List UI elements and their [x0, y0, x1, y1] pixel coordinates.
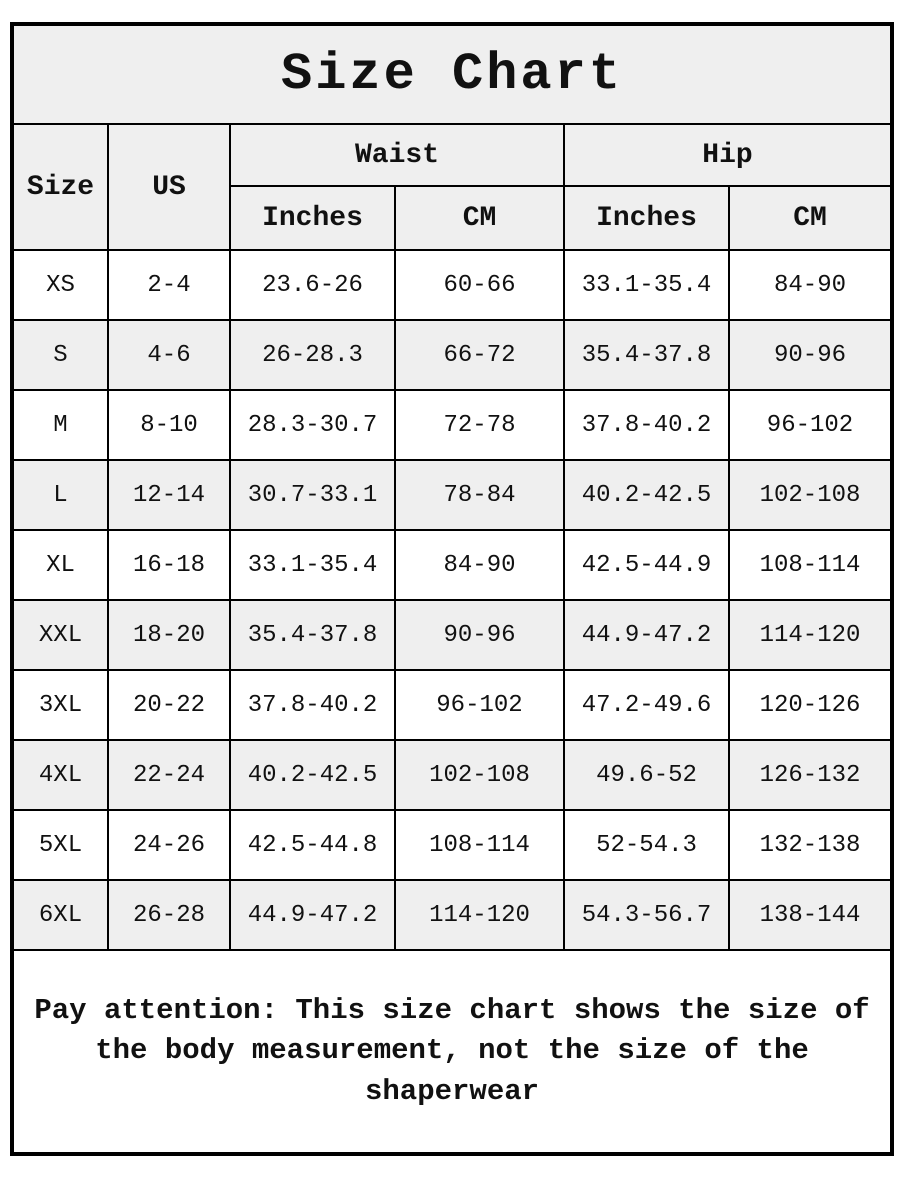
- cell-hip-cm: 84-90: [729, 250, 892, 320]
- cell-waist-cm: 108-114: [395, 810, 564, 880]
- cell-us: 2-4: [108, 250, 230, 320]
- col-header-waist-inches: Inches: [230, 186, 395, 250]
- cell-waist-inches: 44.9-47.2: [230, 880, 395, 950]
- table-row-5xl: [12, 810, 892, 880]
- cell-size: 4XL: [12, 740, 108, 810]
- cell-hip-inches: 44.9-47.2: [564, 600, 729, 670]
- title-row: [12, 24, 892, 124]
- header-row: [12, 124, 892, 186]
- table-row-xl: [12, 530, 892, 600]
- cell-size: 3XL: [12, 670, 108, 740]
- col-header-waist: Waist: [230, 124, 564, 186]
- table-row-l: [12, 460, 892, 530]
- cell-hip-cm: 108-114: [729, 530, 892, 600]
- cell-hip-inches: 47.2-49.6: [564, 670, 729, 740]
- cell-size: M: [12, 390, 108, 460]
- table-row-xs: [12, 250, 892, 320]
- cell-us: 24-26: [108, 810, 230, 880]
- table-row-3xl: [12, 670, 892, 740]
- cell-hip-inches: 49.6-52: [564, 740, 729, 810]
- cell-waist-inches: 42.5-44.8: [230, 810, 395, 880]
- cell-us: 18-20: [108, 600, 230, 670]
- cell-waist-cm: 72-78: [395, 390, 564, 460]
- cell-waist-cm: 114-120: [395, 880, 564, 950]
- cell-size: S: [12, 320, 108, 390]
- cell-waist-cm: 102-108: [395, 740, 564, 810]
- cell-waist-cm: 84-90: [395, 530, 564, 600]
- cell-waist-inches: 26-28.3: [230, 320, 395, 390]
- cell-size: XL: [12, 530, 108, 600]
- cell-hip-cm: 120-126: [729, 670, 892, 740]
- cell-size: XS: [12, 250, 108, 320]
- col-header-hip-inches: Inches: [564, 186, 729, 250]
- cell-hip-inches: 33.1-35.4: [564, 250, 729, 320]
- table-row-s: [12, 320, 892, 390]
- cell-us: 12-14: [108, 460, 230, 530]
- cell-waist-cm: 90-96: [395, 600, 564, 670]
- cell-waist-inches: 40.2-42.5: [230, 740, 395, 810]
- cell-size: 6XL: [12, 880, 108, 950]
- col-header-us: US: [108, 124, 230, 250]
- note-row: [12, 950, 892, 1154]
- cell-hip-cm: 102-108: [729, 460, 892, 530]
- cell-waist-cm: 60-66: [395, 250, 564, 320]
- cell-waist-inches: 33.1-35.4: [230, 530, 395, 600]
- cell-us: 26-28: [108, 880, 230, 950]
- cell-waist-inches: 30.7-33.1: [230, 460, 395, 530]
- cell-us: 22-24: [108, 740, 230, 810]
- cell-hip-cm: 138-144: [729, 880, 892, 950]
- cell-waist-inches: 35.4-37.8: [230, 600, 395, 670]
- cell-hip-inches: 54.3-56.7: [564, 880, 729, 950]
- cell-us: 20-22: [108, 670, 230, 740]
- cell-us: 8-10: [108, 390, 230, 460]
- cell-hip-inches: 40.2-42.5: [564, 460, 729, 530]
- col-header-size: Size: [12, 124, 108, 250]
- cell-waist-inches: 28.3-30.7: [230, 390, 395, 460]
- cell-hip-cm: 126-132: [729, 740, 892, 810]
- col-header-hip-cm: CM: [729, 186, 892, 250]
- table-row-xxl: [12, 600, 892, 670]
- cell-hip-inches: 42.5-44.9: [564, 530, 729, 600]
- cell-hip-cm: 96-102: [729, 390, 892, 460]
- cell-waist-cm: 78-84: [395, 460, 564, 530]
- size-chart-table: [10, 22, 894, 1156]
- col-header-waist-cm: CM: [395, 186, 564, 250]
- cell-hip-inches: 35.4-37.8: [564, 320, 729, 390]
- cell-us: 16-18: [108, 530, 230, 600]
- table-row-6xl: [12, 880, 892, 950]
- cell-hip-cm: 132-138: [729, 810, 892, 880]
- cell-hip-inches: 52-54.3: [564, 810, 729, 880]
- col-header-hip: Hip: [564, 124, 892, 186]
- cell-waist-cm: 66-72: [395, 320, 564, 390]
- page-title: Size Chart: [12, 24, 892, 124]
- cell-size: 5XL: [12, 810, 108, 880]
- table-row-4xl: [12, 740, 892, 810]
- cell-hip-cm: 114-120: [729, 600, 892, 670]
- cell-us: 4-6: [108, 320, 230, 390]
- cell-size: XXL: [12, 600, 108, 670]
- cell-waist-inches: 37.8-40.2: [230, 670, 395, 740]
- cell-hip-cm: 90-96: [729, 320, 892, 390]
- cell-size: L: [12, 460, 108, 530]
- cell-hip-inches: 37.8-40.2: [564, 390, 729, 460]
- cell-waist-inches: 23.6-26: [230, 250, 395, 320]
- table-row-m: [12, 390, 892, 460]
- note-text: Pay attention: This size chart shows the size of the body measurement, not the size of the shaperwear: [12, 950, 892, 1154]
- cell-waist-cm: 96-102: [395, 670, 564, 740]
